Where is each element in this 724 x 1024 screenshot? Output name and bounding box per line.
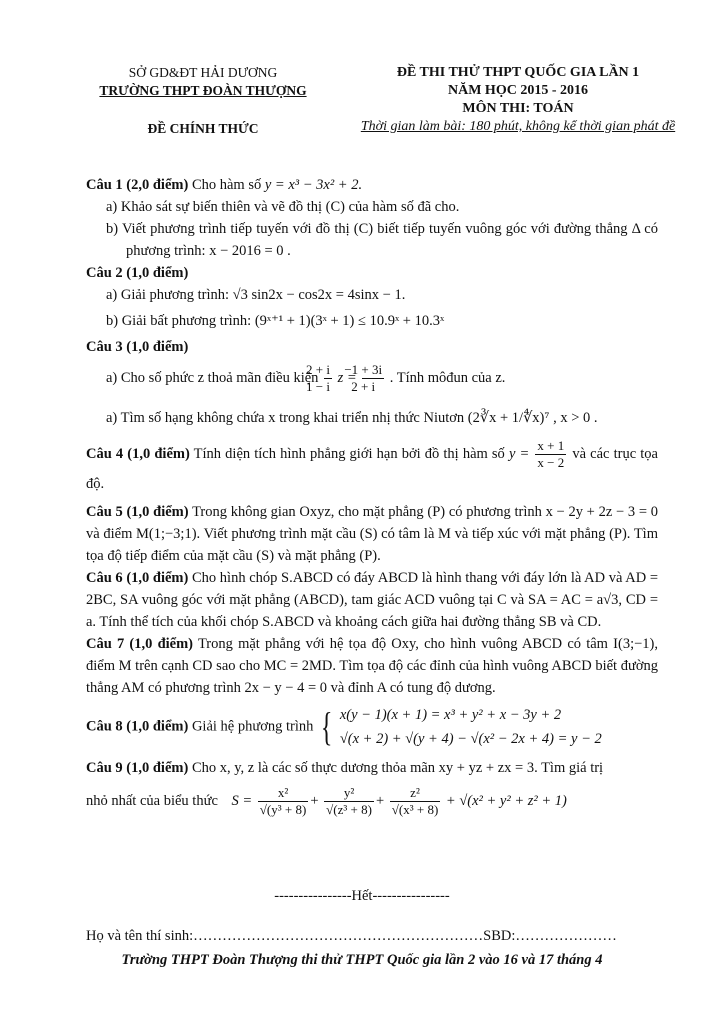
question-3a [106,358,658,398]
question-8 [86,703,658,751]
fraction-numerator: z² [390,785,441,802]
fraction-numerator: x² [258,785,309,802]
question-2 [86,262,658,332]
equation-1: x(y − 1)(x + 1) = x³ + y² + x − 3y + 2 [339,707,562,723]
question-4-y: y = [508,445,530,462]
question-8-head: Câu 8 (1,0 điểm) [86,718,189,735]
fraction-numerator: y² [324,785,374,802]
question-6 [86,567,658,633]
question-5 [86,501,658,567]
question-4-text: Tính diện tích hình phẳng giới hạn bởi đồ thị hàm số [193,445,505,462]
question-6-head: Câu 6 (1,0 điểm) [86,570,189,586]
question-2a-text: a) Giải phương trình: [106,287,230,303]
question-7-text: Trong mặt phẳng với hệ tọa độ Oxy, cho hình vuông ABCD có tâm I(3;−1), điểm M trên cạnh CD sao cho MC = 2MD. Tìm tọa độ các đỉnh của hình vuông ABCD biết đường thẳng AM có phương trình 2x − y − 4 = 0 và đỉnh A có tung độ dương. [86,636,658,696]
question-1b: b) Viết phương trình tiếp tuyến với đồ thị (C) biết tiếp tuyến vuông góc với đường thẳng Δ có phương trình: x − 2016 = 0 . [106,221,658,259]
system-brace-icon: { [320,704,333,749]
question-4-head: Câu 4 (1,0 điểm) [86,445,190,462]
question-3a-fraction-1 [306,362,332,395]
question-3a-text: a) Cho số phức z thoả mãn điều kiện [106,370,319,386]
end-marker: ----------------Hết---------------- [274,888,450,904]
question-6-text: Cho hình chóp S.ABCD có đáy ABCD là hình thang với đáy lớn là AD và AD = 2BC, SA vuông góc với mặt phẳng (ABCD), tam giác ACD vuông tại C và SA = AC = a√3, CD = a. Tính thể tích của khối chóp S.ABCD và khoảng cách giữa hai đường thẳng SB và CD. [86,570,658,630]
question-9-s: S = [231,793,253,809]
question-3b-text: a) Tìm số hạng không chứa x trong khai triển nhị thức Niutơn [106,410,465,426]
question-3b-formula: (2∛x + 1/∜x)⁷ , x > 0 . [467,410,598,426]
question-1a: a) Khảo sát sự biến thiên và vẽ đồ thị (C) của hàm số đã cho. [106,199,460,215]
question-9 [86,757,658,823]
header-left [78,64,328,138]
question-9-text-2: nhỏ nhất của biểu thức [86,793,218,809]
question-3a-fraction-2 [344,362,384,395]
fraction-numerator: −1 + 3i [344,362,383,378]
question-9-tail: + √(x² + y² + z² + 1) [445,793,567,809]
question-3-head: Câu 3 (1,0 điểm) [86,339,189,355]
question-8-text: Giải hệ phương trình [191,718,314,735]
question-7 [86,633,658,699]
question-7-head: Câu 7 (1,0 điểm) [86,636,194,652]
footer-note: Trường THPT Đoàn Thượng thi thử THPT Quốc gia lần 2 vào 16 và 17 tháng 4 [121,952,603,968]
question-1-intro: Cho hàm số [191,177,262,193]
exam-body [86,174,658,823]
question-5-text: Trong không gian Oxyz, cho mặt phẳng (P) có phương trình x − 2y + 2z − 3 = 0 và điểm M(1;−3;1). Viết phương trình mặt cầu (S) có tâm là M và tiếp xúc với mặt phẳng (P). Tìm tọa độ tiếp điểm của mặt cầu (S) và mặt phẳng (P). [86,504,658,564]
official-label: ĐỀ CHÍNH THỨC [147,121,259,136]
question-4 [86,438,658,497]
question-3 [86,336,658,438]
question-4-tail: và các trục tọa độ. [86,445,658,492]
department-name: SỞ GD&ĐT HẢI DƯƠNG [128,65,278,80]
fraction-denominator: 1 − i [306,379,330,395]
question-2b-formula: (9ˣ⁺¹ + 1)(3ˣ + 1) ≤ 10.9ˣ + 10.3ˣ [254,313,445,329]
fraction-denominator: √(x³ + 8) [391,802,439,818]
question-9-text-1: Cho x, y, z là các số thực dương thỏa mãn xy + yz + zx = 3. Tìm giá trị [191,760,604,776]
question-5-head: Câu 5 (1,0 điểm) [86,504,189,520]
fraction-numerator: x + 1 [537,438,565,453]
question-1 [86,174,658,262]
question-1-formula: y = x³ − 3x² + 2. [264,177,363,193]
question-3b [106,398,658,438]
question-4-fraction [535,438,566,471]
equation-system [340,703,602,751]
question-9-head: Câu 9 (1,0 điểm) [86,760,189,776]
subject: MÔN THI: TOÁN [462,101,574,116]
candidate-info-line: Họ và tên thí sinh:……………………………………………………SBD:………………… [86,928,617,944]
question-3a-mid: z = [337,370,357,386]
term-3 [390,785,441,818]
school-year: NĂM HỌC 2015 - 2016 [448,83,588,98]
term-2 [324,785,374,818]
header-right [338,64,698,136]
question-2-head: Câu 2 (1,0 điểm) [86,265,189,281]
fraction-denominator: √(z³ + 8) [326,802,372,818]
duration: Thời gian làm bài: 180 phút, không kể thời gian phát đề [360,119,676,134]
question-2b-text: b) Giải bất phương trình: [106,313,252,329]
fraction-denominator: √(y³ + 8) [259,802,307,818]
question-2a [106,284,658,306]
fraction-numerator: 2 + i [306,362,330,378]
question-1-head: Câu 1 (2,0 điểm) [86,177,189,193]
fraction-denominator: 2 + i [351,379,376,395]
school-name: TRƯỜNG THPT ĐOÀN THƯỢNG [99,83,307,98]
question-2a-formula: √3 sin2x − cos2x = 4sinx − 1. [232,287,406,303]
question-9-expression: nhỏ nhất của biểu thức S = $\frac{\text{x²}}{\text{√(y³ + 8)}}$ + $\frac{\text{y²}}{\text{√(z³ + 8)}}$ + $\frac{\text{z²}}{\text{√(x³ + 8)}}$ + √(x² + y² + z² + 1) [86,785,567,818]
question-3a-tail: . Tính môđun của z. [389,370,506,386]
exam-title: ĐỀ THI THỬ THPT QUỐC GIA LẦN 1 [396,65,640,80]
term-1 [258,785,309,818]
question-2b [106,310,658,332]
equation-2: √(x + 2) + √(y + 4) − √(x² − 2x + 4) = y − 2 [339,731,602,747]
fraction-denominator: x − 2 [537,455,565,470]
